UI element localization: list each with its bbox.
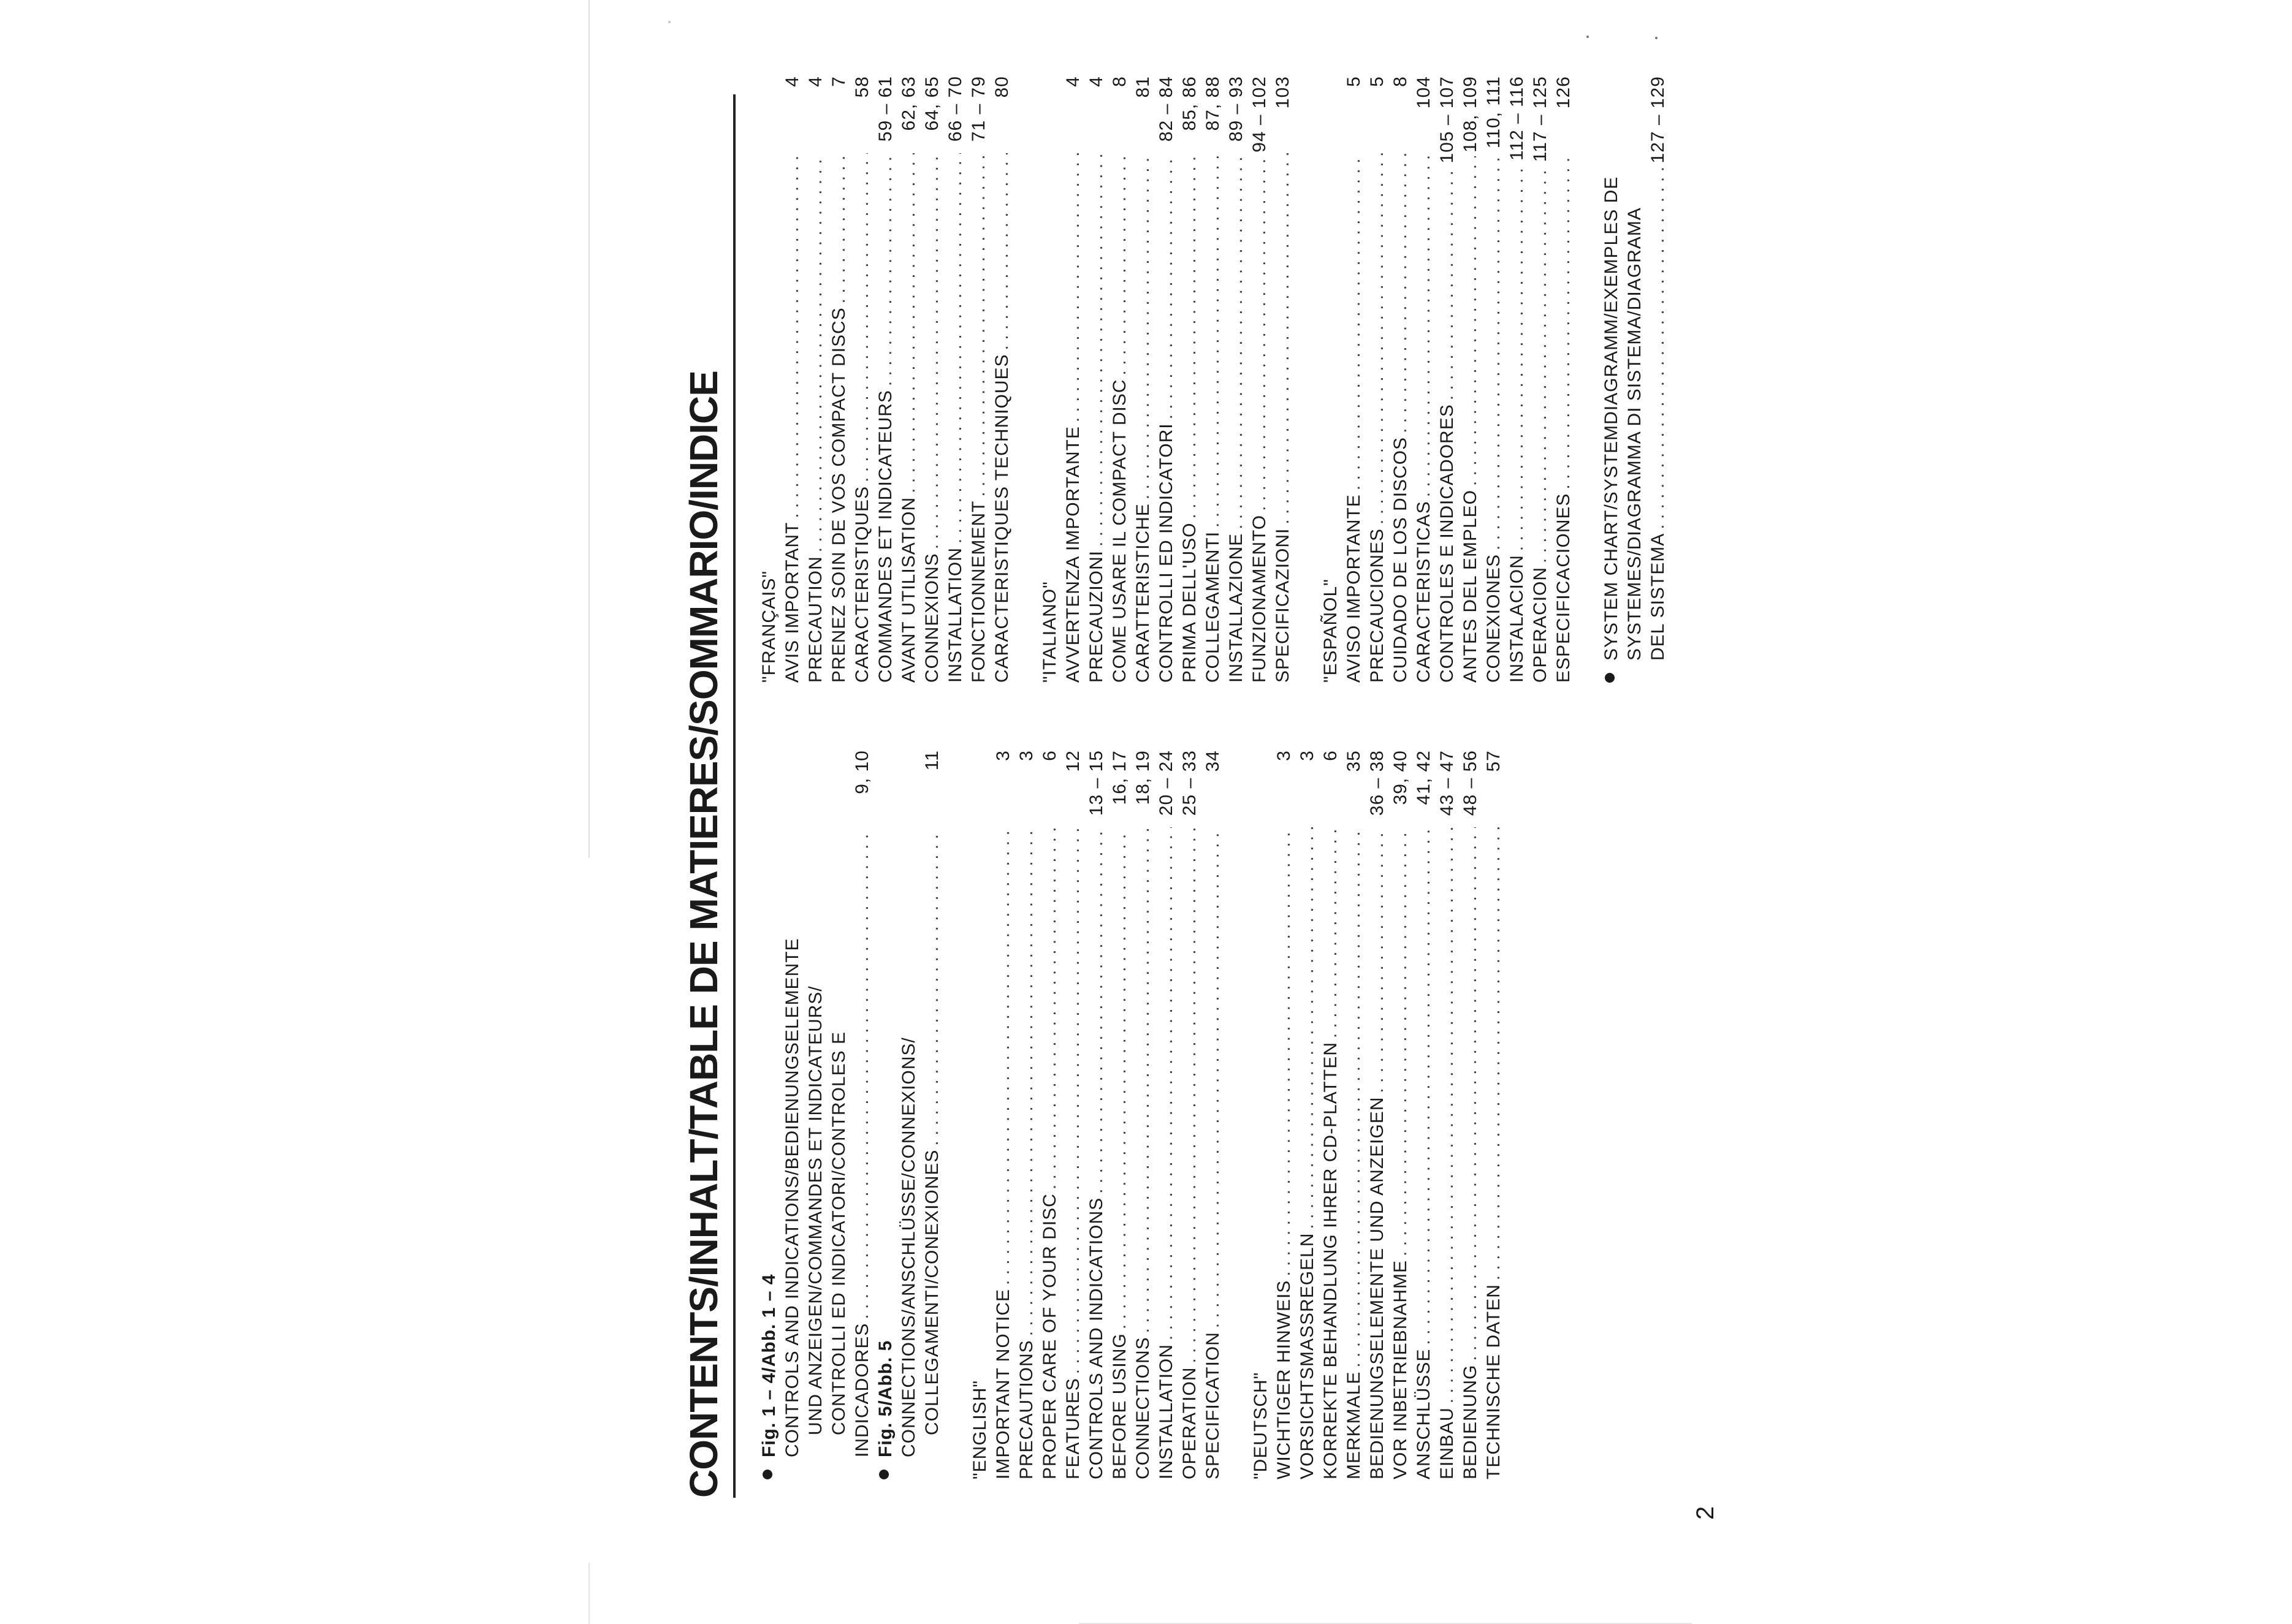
toc-row: [1459, 750, 1482, 1479]
toc-label: FONCTIONNEMENT: [969, 500, 989, 683]
leader-dots: [1248, 156, 1271, 511]
leader-dots: [874, 153, 897, 386]
toc-label: KORREKTE BEHANDLUNG IHRER CD-PLATTEN: [1320, 1042, 1341, 1479]
leader-dots: [944, 153, 967, 544]
toc-label: PRECAUCIONES: [1367, 528, 1387, 683]
toc-label: CARACTERISTICAS: [1414, 501, 1434, 683]
toc-page: 25 – 33: [1179, 750, 1200, 816]
toc-page: 4: [782, 76, 802, 87]
toc-row: [1482, 76, 1506, 683]
toc-page: 94 – 102: [1249, 76, 1270, 153]
leader-dots: [1552, 153, 1575, 490]
toc-row: [1201, 76, 1225, 683]
toc-row: [921, 750, 944, 1457]
leader-dots: [1155, 153, 1178, 419]
toc-page: 105 – 107: [1437, 76, 1457, 164]
leader-dots: [1085, 153, 1108, 547]
toc-label: CARACTERISTIQUES TECHNIQUES: [992, 354, 1012, 683]
toc-page: 66 – 70: [945, 76, 965, 142]
toc-label: AVIS IMPORTANT: [782, 522, 802, 683]
toc-page: 8: [1110, 76, 1130, 87]
toc-page: 87, 88: [1203, 76, 1223, 131]
scan-speck: [1655, 37, 1658, 39]
figure-line: CONTROLLI ED INDICATORI/CONTROLES E: [829, 1031, 849, 1435]
toc-label: TECHNISCHE DATEN: [1483, 1284, 1504, 1479]
toc-row: [781, 76, 804, 683]
toc-label: VOR INBETRIEBNAHME: [1390, 1259, 1411, 1479]
leader-dots: [1412, 827, 1436, 1345]
toc-row: [1506, 76, 1529, 683]
toc-row: [1085, 750, 1108, 1479]
toc-row: [851, 76, 874, 683]
toc-row: [1319, 750, 1342, 1479]
toc-label: PRENEZ SOIN DE VOS COMPACT DISCS: [829, 307, 849, 683]
bullet-icon: [1605, 673, 1615, 683]
leader-dots: [1366, 827, 1389, 1093]
toc-page: 82 – 84: [1156, 76, 1176, 142]
toc-page: 34: [1203, 750, 1223, 772]
section-heading-francais: "FRANÇAIS": [759, 571, 779, 683]
left-column: [758, 750, 1506, 1479]
toc-row: [1552, 76, 1575, 683]
leader-dots: [1062, 153, 1085, 422]
toc-page: 41, 42: [1414, 750, 1434, 805]
leader-dots: [804, 153, 828, 552]
system-chart-line: SYSTEM CHART/SYSTEMDIAGRAMM/EXEMPLES DE: [1601, 176, 1621, 661]
toc-row: [1647, 76, 1670, 661]
toc-row: [1178, 750, 1201, 1479]
leader-dots: [1271, 153, 1295, 525]
toc-label: FUNZIONAMENTO: [1249, 514, 1270, 683]
toc-label: INSTALLAZIONE: [1226, 533, 1246, 683]
toc-page: 89 – 93: [1226, 76, 1246, 142]
page-title: CONTENTS/INHALT/TABLE DE MATIERES/SOMMARIO/INDICE: [682, 371, 726, 1498]
leader-dots: [1389, 827, 1412, 1256]
leader-dots: [1015, 827, 1038, 1336]
scan-edge-line: [588, 0, 590, 858]
toc-row: [1062, 750, 1085, 1479]
toc-row: [944, 76, 967, 683]
toc-page: 3: [1274, 750, 1294, 761]
leader-dots: [1436, 167, 1459, 400]
figure-line: CONTROLS AND INDICATIONS/BEDIENUNGSELEMENTE: [782, 938, 802, 1457]
leader-dots: [1459, 827, 1482, 1361]
toc-page: 5: [1344, 76, 1364, 87]
leader-dots: [1296, 827, 1319, 1229]
leader-dots: [1178, 827, 1201, 1364]
leader-dots: [1319, 827, 1342, 1038]
section-heading-english: "ENGLISH": [970, 1379, 990, 1479]
toc-label: COMMANDES ET INDICATEURS: [875, 390, 896, 683]
toc-label: COME USARE IL COMPACT DISC: [1110, 379, 1130, 683]
toc-label: SPECIFICAZIONI: [1273, 528, 1293, 683]
toc-page: 36 – 38: [1367, 750, 1387, 816]
toc-page: 6: [1040, 750, 1060, 761]
toc-label: CONTROLLI ED INDICATORI: [1156, 423, 1176, 683]
leader-dots: [1132, 153, 1155, 499]
toc-label: OPERACION: [1530, 566, 1550, 683]
deutsch-section: [1273, 750, 1506, 1479]
toc-row: [1412, 76, 1436, 683]
toc-label: ANTES DEL EMPLEO: [1460, 490, 1480, 683]
toc-page: 59 – 61: [875, 76, 896, 142]
leader-dots: [1178, 153, 1201, 519]
toc-row: [1389, 76, 1412, 683]
toc-label: INSTALACION: [1507, 555, 1527, 683]
leader-dots: [1062, 827, 1085, 1374]
leader-dots: [1155, 827, 1178, 1340]
leader-dots: [1412, 153, 1436, 497]
toc-page: 112 – 116: [1507, 76, 1527, 161]
toc-label: BEDIENUNGSELEMENTE UND ANZEIGEN: [1367, 1096, 1387, 1479]
leader-dots: [1273, 827, 1296, 1277]
toc-page: 48 – 56: [1460, 750, 1480, 816]
leader-dots: [897, 153, 921, 493]
toc-label: CARATTERISTICHE: [1133, 503, 1153, 683]
leader-dots: [1038, 827, 1062, 1190]
toc-row: [1342, 76, 1366, 683]
toc-page: 8: [1390, 76, 1411, 87]
toc-row: [1038, 750, 1062, 1479]
toc-row: [1085, 76, 1108, 683]
toc-label: INSTALLATION: [1156, 1344, 1176, 1479]
toc-row: [804, 76, 828, 683]
english-section: [992, 750, 1225, 1479]
system-chart-line: SYSTEMES/DIAGRAMMA DI SISTEMA/DIAGRAMA: [1624, 207, 1645, 661]
toc-page: 4: [1063, 76, 1083, 87]
toc-row: [1062, 76, 1085, 683]
toc-page: 12: [1063, 750, 1083, 772]
toc-page: 11: [922, 750, 942, 771]
toc-page: 64, 65: [922, 76, 942, 131]
toc-row: [828, 76, 851, 683]
bullet-icon: [763, 1470, 772, 1479]
leader-dots: [1085, 827, 1108, 1194]
leader-dots: [828, 153, 851, 303]
toc-label: DEL SISTEMA: [1648, 533, 1668, 661]
leader-dots: [1342, 827, 1366, 1368]
figure-heading: Fig. 1 – 4/Abb. 1 – 4: [759, 1273, 779, 1457]
toc-row: [1296, 750, 1319, 1479]
toc-row: [1273, 750, 1296, 1479]
toc-page: 5: [1367, 76, 1387, 87]
leader-dots: [1459, 156, 1482, 486]
leader-dots: [991, 153, 1014, 350]
toc-page: 62, 63: [899, 76, 919, 131]
toc-page: 3: [1297, 750, 1317, 761]
toc-label: COLLEGAMENTI/CONEXIONES: [922, 1149, 942, 1435]
leader-dots: [851, 153, 874, 482]
toc-row: [1225, 76, 1248, 683]
toc-page: 13 – 15: [1086, 750, 1106, 816]
toc-row: [1436, 76, 1459, 683]
toc-row: [1132, 76, 1155, 683]
leader-dots: [1108, 827, 1132, 1329]
toc-page: 20 – 24: [1156, 750, 1176, 816]
toc-label: PROPER CARE OF YOUR DISC: [1040, 1193, 1060, 1479]
scan-speck: [1586, 36, 1589, 38]
toc-label: INDICADORES: [852, 1322, 872, 1457]
toc-row: [1178, 76, 1201, 683]
toc-page: 18, 19: [1133, 750, 1153, 805]
toc-label: BEFORE USING: [1110, 1333, 1130, 1479]
toc-page: 80: [992, 76, 1012, 98]
toc-row: [1389, 750, 1412, 1479]
figure-line: UND ANZEIGEN/COMMANDES ET INDICATEURS/: [805, 985, 826, 1435]
right-column: [758, 76, 1670, 683]
toc-label: BEDIENUNG: [1460, 1364, 1480, 1479]
toc-row: [1529, 76, 1552, 683]
toc-row: [967, 76, 991, 683]
toc-label: INSTALLATION: [945, 547, 965, 683]
leader-dots: [921, 827, 944, 1146]
toc-row: [921, 76, 944, 683]
toc-row: [1108, 750, 1132, 1479]
toc-label: WICHTIGER HINWEIS: [1274, 1280, 1294, 1479]
figure-entry: [758, 750, 874, 1479]
toc-label: AVISO IMPORTANTE: [1344, 494, 1364, 683]
toc-label: CONEXIONES: [1483, 553, 1504, 683]
toc-row: [1459, 76, 1482, 683]
toc-row: [1132, 750, 1155, 1479]
leader-dots: [851, 827, 874, 1319]
leader-dots: [781, 153, 804, 518]
toc-page: 71 – 79: [969, 76, 989, 142]
toc-page: 4: [805, 76, 826, 87]
scan-edge-line: [588, 1563, 590, 1624]
toc-label: IMPORTANT NOTICE: [993, 1288, 1013, 1479]
toc-row: [897, 76, 921, 683]
toc-page: 110, 111: [1483, 76, 1504, 149]
toc-page: 7: [829, 76, 849, 87]
toc-page: 127 – 129: [1648, 76, 1668, 164]
toc-label: PRIMA DELL'USO: [1179, 522, 1200, 683]
toc-page: 4: [1086, 76, 1106, 87]
leader-dots: [1342, 153, 1366, 490]
toc-row: [1108, 76, 1132, 683]
toc-label: AVVERTENZA IMPORTANTE: [1063, 426, 1083, 683]
toc-row: [1412, 750, 1436, 1479]
toc-label: MERKMALE: [1344, 1371, 1364, 1479]
toc-label: CONTROLES E INDICADORES: [1437, 404, 1457, 683]
leader-dots: [1201, 153, 1225, 528]
figure-heading: Fig. 5/Abb. 5: [875, 1340, 896, 1457]
francais-section: [781, 76, 1014, 683]
leader-dots: [967, 153, 991, 497]
leader-dots: [1366, 153, 1389, 525]
leader-dots: [1436, 827, 1459, 1403]
leader-dots: [1647, 167, 1670, 529]
toc-page: 57: [1483, 750, 1504, 772]
toc-page: 126: [1553, 76, 1574, 109]
toc-label: PRECAUTION: [805, 556, 826, 683]
bullet-icon: [879, 1470, 889, 1479]
toc-row: [1155, 750, 1178, 1479]
toc-label: COLLEGAMENTI: [1203, 531, 1223, 683]
figure-line: CONNECTIONS/ANSCHLÜSSE/CONNEXIONS/: [899, 1037, 919, 1457]
toc-row: [851, 750, 874, 1457]
scan-speck: [668, 21, 671, 23]
toc-page: 104: [1414, 76, 1434, 109]
toc-label: PRECAUTIONS: [1016, 1340, 1037, 1479]
section-heading-deutsch: "DEUTSCH": [1251, 1372, 1271, 1479]
toc-row: [1248, 76, 1271, 683]
toc-row: [1482, 750, 1506, 1479]
title-rule: [733, 94, 736, 1498]
espanol-section: [1342, 76, 1575, 683]
leader-dots: [1529, 165, 1552, 563]
toc-label: PRECAUZIONI: [1086, 550, 1106, 683]
leader-dots: [1201, 827, 1225, 1328]
rotated-page-content: [679, 51, 1668, 1498]
italiano-section: [1062, 76, 1295, 683]
toc-label: OPERATION: [1179, 1367, 1200, 1479]
leader-dots: [992, 827, 1015, 1285]
toc-label: ESPECIFICACIONES: [1553, 493, 1574, 683]
leader-dots: [1482, 827, 1506, 1280]
toc-row: [874, 76, 897, 683]
toc-row: [991, 76, 1014, 683]
toc-label: SPECIFICATION: [1203, 1332, 1223, 1479]
toc-row: [1015, 750, 1038, 1479]
toc-label: ANSCHLÜSSE: [1414, 1348, 1434, 1479]
toc-label: CARACTERISTIQUES: [852, 485, 872, 683]
toc-row: [1201, 750, 1225, 1479]
toc-page: 108, 109: [1460, 76, 1480, 153]
leader-dots: [921, 153, 944, 549]
toc-page: 35: [1344, 750, 1364, 772]
toc-page: 39, 40: [1390, 750, 1411, 805]
toc-row: [1436, 750, 1459, 1479]
toc-page: 103: [1273, 76, 1293, 109]
toc-page: 9, 10: [852, 750, 872, 794]
toc-row: [992, 750, 1015, 1479]
leader-dots: [1482, 153, 1506, 550]
page-number: 2: [1692, 1506, 1719, 1520]
toc-label: EINBAU: [1437, 1407, 1457, 1479]
toc-row: [1366, 76, 1389, 683]
toc-row: [1366, 750, 1389, 1479]
toc-page: 117 – 125: [1530, 76, 1550, 162]
toc-page: 6: [1320, 750, 1341, 761]
toc-label: VORSICHTSMASSREGELN: [1297, 1232, 1317, 1479]
toc-label: CONNEXIONS: [922, 553, 942, 683]
section-heading-italiano: "ITALIANO": [1040, 581, 1060, 683]
toc-page: 81: [1133, 76, 1153, 98]
toc-label: CONTROLS AND INDICATIONS: [1086, 1197, 1106, 1479]
leader-dots: [1225, 153, 1248, 529]
toc-page: 3: [993, 750, 1013, 761]
toc-label: CUIDADO DE LOS DISCOS: [1390, 436, 1411, 683]
toc-label: CONNECTIONS: [1133, 1337, 1153, 1479]
toc-page: 3: [1016, 750, 1037, 761]
toc-page: 43 – 47: [1437, 750, 1457, 816]
leader-dots: [1108, 153, 1132, 375]
toc-row: [1155, 76, 1178, 683]
toc-row: [1342, 750, 1366, 1479]
leader-dots: [1132, 827, 1155, 1333]
toc-page: 85, 86: [1179, 76, 1200, 131]
toc-page: 16, 17: [1110, 750, 1130, 805]
toc-page: 58: [852, 76, 872, 98]
toc-label: AVANT UTILISATION: [899, 496, 919, 683]
leader-dots: [1506, 164, 1529, 551]
leader-dots: [1389, 153, 1412, 433]
toc-row: [1271, 76, 1295, 683]
section-heading-espanol: "ESPAÑOL": [1320, 579, 1341, 683]
figure-entry: [874, 750, 944, 1479]
system-chart-entry: [1600, 76, 1670, 683]
toc-label: FEATURES: [1063, 1378, 1083, 1479]
